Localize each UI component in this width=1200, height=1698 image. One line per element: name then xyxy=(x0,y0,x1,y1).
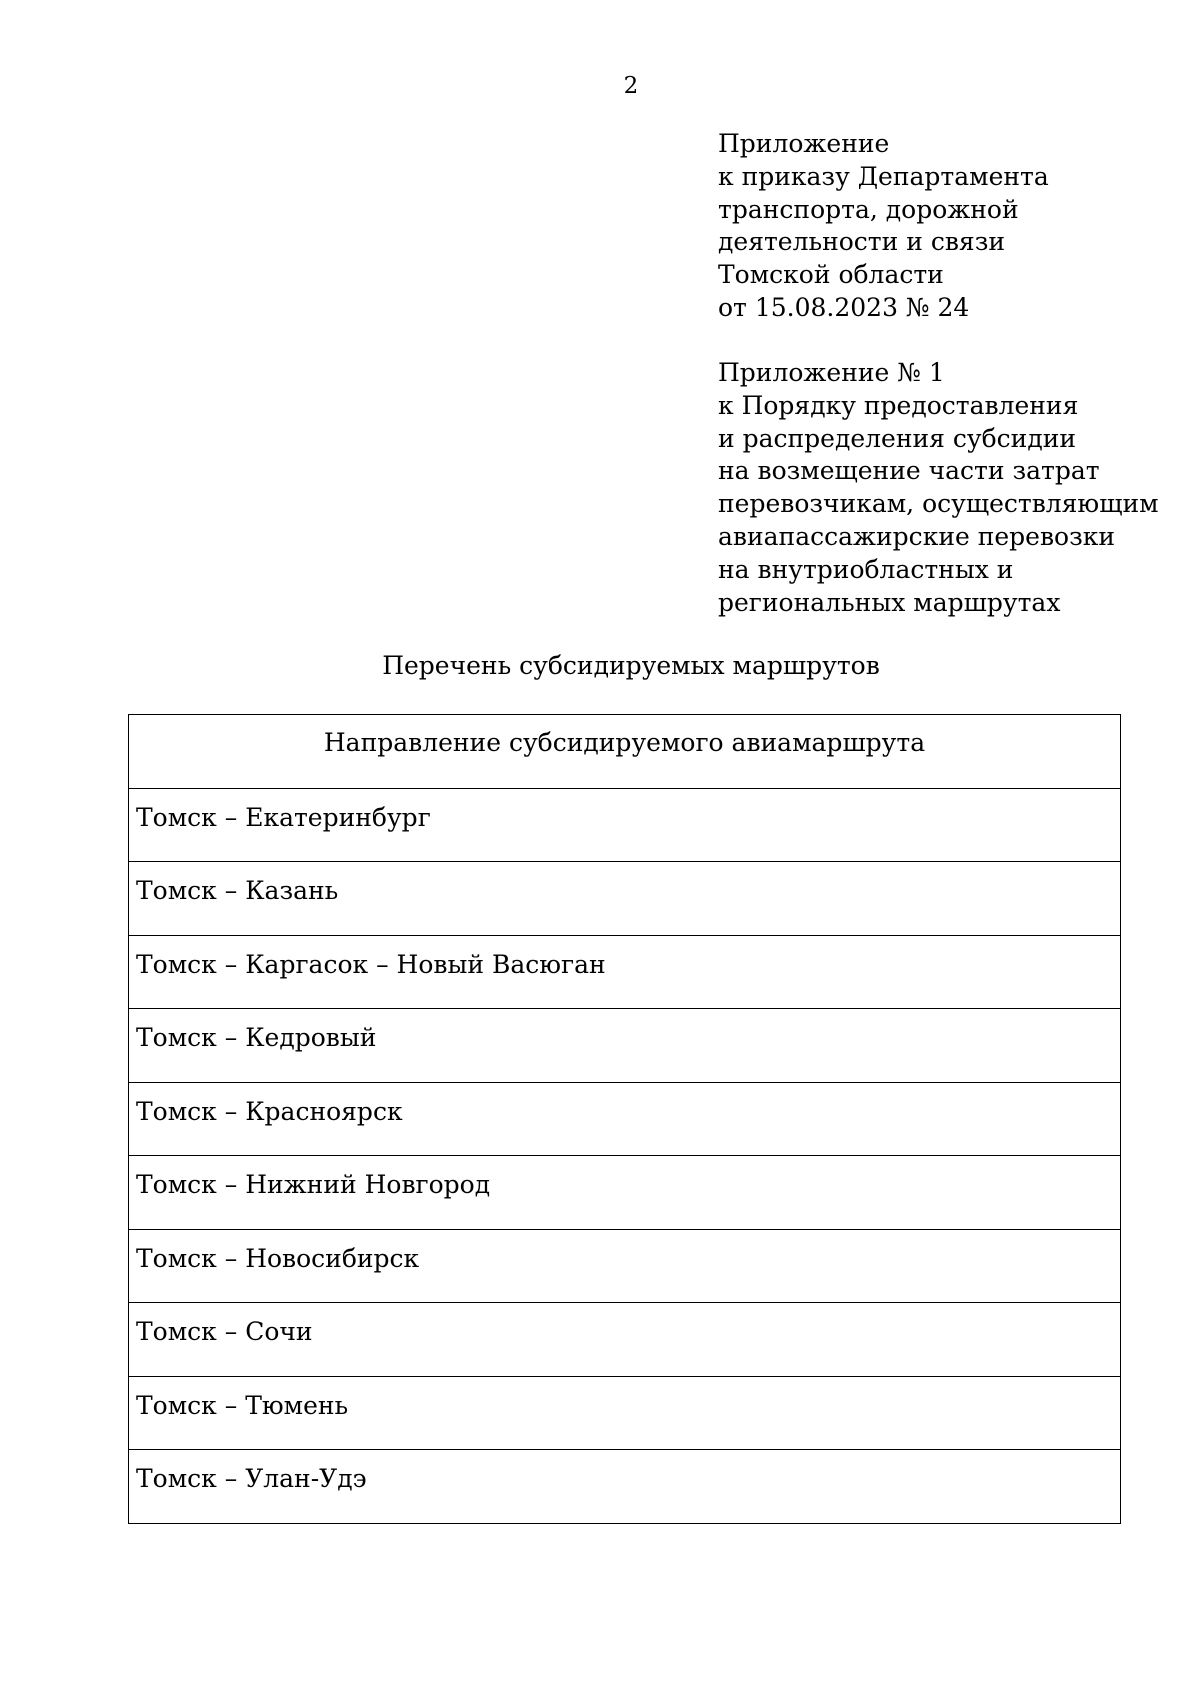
routes-table xyxy=(128,714,1121,1524)
table-row xyxy=(129,1450,1121,1524)
annex-procedure-line: авиапассажирские перевозки xyxy=(718,521,1116,551)
route-cell: Томск – Нижний Новгород xyxy=(129,1156,1121,1230)
annex-procedure-header xyxy=(718,357,1188,619)
table-row xyxy=(129,1303,1121,1377)
annex-order-line: транспорта, дорожной xyxy=(718,194,1019,224)
annex-procedure-line: перевозчикам, осуществляющим xyxy=(718,489,1159,519)
annex-procedure-line: на внутриобластных и xyxy=(718,554,1014,584)
annex-order-date-line: от 15.08.2023 № 24 xyxy=(718,292,970,322)
table-row xyxy=(129,1009,1121,1083)
route-cell: Томск – Каргасок – Новый Васюган xyxy=(129,935,1121,1009)
annex-procedure-line: Приложение № 1 xyxy=(718,358,945,387)
table-row xyxy=(129,1082,1121,1156)
table-row xyxy=(129,1229,1121,1303)
table-header-row xyxy=(129,715,1121,789)
route-cell: Томск – Екатеринбург xyxy=(129,788,1121,862)
table-row xyxy=(129,788,1121,862)
annex-order-line: к приказу Департамента xyxy=(718,161,1049,191)
table-header-cell: Направление субсидируемого авиамаршрута xyxy=(129,715,1121,789)
annex-order-line: деятельности и связи xyxy=(718,227,1005,257)
annex-procedure-line: к Порядку предоставления xyxy=(718,390,1079,420)
annex-procedure-line: на возмещение части затрат xyxy=(718,456,1100,486)
route-cell: Томск – Сочи xyxy=(129,1303,1121,1377)
route-cell: Томск – Новосибирск xyxy=(129,1229,1121,1303)
list-title: Перечень субсидируемых маршрутов xyxy=(382,651,880,680)
page-number: 2 xyxy=(623,73,639,99)
route-cell: Томск – Красноярск xyxy=(129,1082,1121,1156)
route-cell: Томск – Казань xyxy=(129,862,1121,936)
annex-order-line: Приложение xyxy=(718,129,890,158)
route-cell: Томск – Тюмень xyxy=(129,1376,1121,1450)
annex-procedure-line: региональных маршрутах xyxy=(718,587,1061,617)
table-row xyxy=(129,1376,1121,1450)
route-cell: Томск – Кедровый xyxy=(129,1009,1121,1083)
annex-order-header xyxy=(718,128,1188,325)
annex-procedure-line: и распределения субсидии xyxy=(718,423,1077,453)
route-cell: Томск – Улан-Удэ xyxy=(129,1450,1121,1524)
table-row xyxy=(129,1156,1121,1230)
table-row xyxy=(129,862,1121,936)
annex-order-line: Томской области xyxy=(718,260,944,290)
table-row xyxy=(129,935,1121,1009)
